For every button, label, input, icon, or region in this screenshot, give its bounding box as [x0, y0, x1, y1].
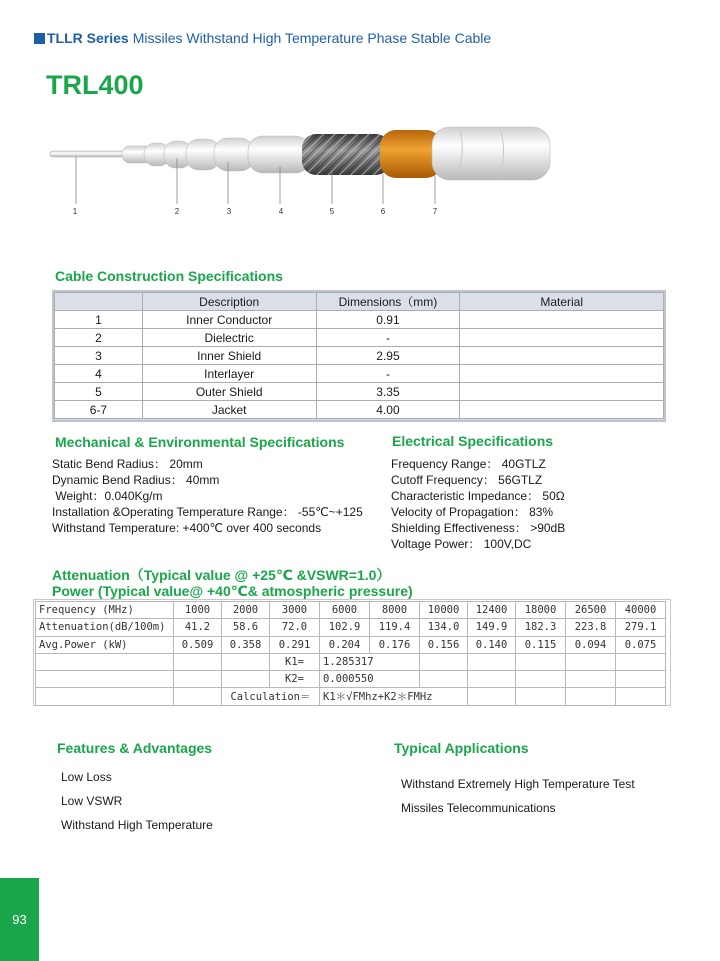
k2-row	[36, 671, 666, 688]
empty-cell	[174, 671, 222, 688]
empty-cell	[222, 671, 270, 688]
table-cell: 0.204	[320, 636, 370, 653]
table-cell: 4	[55, 365, 143, 383]
cable-structure-diagram	[40, 118, 580, 228]
column-header: Dimensions（mm)	[316, 293, 460, 311]
table-cell: 18000	[516, 602, 566, 619]
table-cell: 0.509	[174, 636, 222, 653]
table-cell: 0.176	[370, 636, 420, 653]
k1-value: 1.285317	[320, 653, 420, 670]
applications-list	[401, 772, 635, 820]
column-header: Description	[142, 293, 316, 311]
construction-heading: Cable Construction Specifications	[55, 268, 283, 284]
dielectric-rings	[122, 136, 310, 173]
frequency-row	[36, 602, 666, 619]
table-cell	[460, 347, 664, 365]
electrical-heading: Electrical Specifications	[392, 433, 554, 449]
table-row	[55, 383, 664, 401]
mechanical-list	[52, 456, 363, 536]
mechanical-heading: Mechanical & Environmental Specifications	[55, 434, 345, 450]
table-cell	[460, 401, 664, 419]
empty-cell	[616, 671, 666, 688]
callout-label: 5	[329, 207, 335, 216]
table-cell: 0.140	[468, 636, 516, 653]
row-label: Attenuation(dB/100m)	[36, 619, 174, 636]
empty-cell	[516, 688, 566, 705]
empty-cell	[566, 671, 616, 688]
applications-heading: Typical Applications	[394, 740, 529, 756]
table-cell: 6-7	[55, 401, 143, 419]
table-cell: 41.2	[174, 619, 222, 636]
empty-cell	[516, 671, 566, 688]
list-item: Characteristic Impedance： 50Ω	[391, 489, 565, 503]
table-cell: 12400	[468, 602, 516, 619]
empty-cell	[516, 653, 566, 670]
list-item: Installation &Operating Temperature Range： -55℃~+125	[52, 505, 363, 519]
table-cell: Jacket	[142, 401, 316, 419]
column-header: Material	[460, 293, 664, 311]
table-cell: 134.0	[420, 619, 468, 636]
table-cell: 0.156	[420, 636, 468, 653]
attenuation-table	[35, 601, 666, 706]
product-title: TRL400	[46, 70, 144, 100]
table-cell: 72.0	[270, 619, 320, 636]
k1-label: K1=	[270, 653, 320, 670]
table-cell: 58.6	[222, 619, 270, 636]
empty-cell	[36, 671, 174, 688]
list-item: Withstand High Temperature	[61, 818, 213, 832]
table-row	[55, 329, 664, 347]
table-cell: 0.358	[222, 636, 270, 653]
table-cell	[460, 383, 664, 401]
electrical-list	[391, 456, 565, 552]
table-cell: Dielectric	[142, 329, 316, 347]
table-cell	[460, 365, 664, 383]
callout-label: 3	[226, 207, 232, 216]
table-cell: 40000	[616, 602, 666, 619]
inner-conductor-shape	[50, 151, 130, 157]
k2-value: 0.000550	[320, 671, 420, 688]
table-cell	[460, 329, 664, 347]
row-label: Avg.Power (kW)	[36, 636, 174, 653]
table-cell: Outer Shield	[142, 383, 316, 401]
table-cell: 6000	[320, 602, 370, 619]
list-item: Missiles Telecommunications	[401, 801, 556, 815]
table-cell: 5	[55, 383, 143, 401]
attenuation-row	[36, 619, 666, 636]
table-cell: 8000	[370, 602, 420, 619]
table-row	[55, 347, 664, 365]
table-cell: 1000	[174, 602, 222, 619]
table-cell: 182.3	[516, 619, 566, 636]
features-list	[61, 765, 213, 837]
attenuation-heading: Attenuation（Typical value @ +25℃ &VSWR=1.0）	[52, 567, 391, 583]
table-row	[55, 401, 664, 419]
table-cell	[460, 311, 664, 329]
series-header	[34, 30, 491, 46]
empty-cell	[174, 688, 222, 705]
table-cell: 2.95	[316, 347, 460, 365]
empty-cell	[222, 653, 270, 670]
page-number: 93	[12, 912, 27, 927]
empty-cell	[566, 653, 616, 670]
table-cell: -	[316, 365, 460, 383]
table-cell: 119.4	[370, 619, 420, 636]
row-label: Frequency (MHz)	[36, 602, 174, 619]
table-cell: 26500	[566, 602, 616, 619]
list-item: Withstand Extremely High Temperature Test	[401, 777, 635, 791]
table-cell: 2	[55, 329, 143, 347]
k1-row	[36, 653, 666, 670]
list-item: Low Loss	[61, 770, 112, 784]
table-cell: 0.291	[270, 636, 320, 653]
empty-cell	[468, 688, 516, 705]
table-cell: 3	[55, 347, 143, 365]
series-name: TLLR Series	[47, 30, 129, 46]
empty-cell	[174, 653, 222, 670]
empty-cell	[420, 653, 468, 670]
features-heading: Features & Advantages	[57, 740, 213, 756]
empty-cell	[36, 688, 174, 705]
list-item: Static Bend Radius： 20mm	[52, 457, 203, 471]
table-cell: 0.094	[566, 636, 616, 653]
power-row	[36, 636, 666, 653]
calculation-formula: K1＊√FMhz+K2＊FMHz	[320, 688, 468, 705]
empty-cell	[36, 653, 174, 670]
list-item: Low VSWR	[61, 794, 123, 808]
list-item: Velocity of Propagation： 83%	[391, 505, 554, 519]
table-row	[55, 311, 664, 329]
table-cell: 0.115	[516, 636, 566, 653]
callout-label: 6	[380, 207, 386, 216]
series-subtitle: Missiles Withstand High Temperature Phase Stable Cable	[132, 30, 492, 46]
page-number-tab	[0, 878, 39, 961]
list-item: Cutoff Frequency： 56GTLZ	[391, 473, 543, 487]
empty-cell	[566, 688, 616, 705]
list-item: Voltage Power： 100V,DC	[391, 537, 532, 551]
table-cell: Inner Shield	[142, 347, 316, 365]
table-row	[55, 365, 664, 383]
table-header-row	[55, 293, 664, 311]
callout-label: 1	[72, 207, 78, 216]
empty-cell	[616, 688, 666, 705]
k2-label: K2=	[270, 671, 320, 688]
braid-shield-shape	[302, 134, 390, 175]
list-item: Weight：0.040Kg/m	[52, 489, 163, 503]
table-cell: 223.8	[566, 619, 616, 636]
list-item: Dynamic Bend Radius： 40mm	[52, 473, 220, 487]
table-cell: 3000	[270, 602, 320, 619]
callout-label: 4	[278, 207, 284, 216]
list-item: Withstand Temperature: +400℃ over 400 seconds	[52, 521, 322, 535]
table-cell: 0.91	[316, 311, 460, 329]
column-header	[55, 293, 143, 311]
construction-table	[54, 292, 664, 419]
list-item: Shielding Effectiveness： >90dB	[391, 521, 566, 535]
square-bullet-icon	[34, 33, 45, 44]
table-cell: -	[316, 329, 460, 347]
empty-cell	[468, 671, 516, 688]
callout-label: 2	[174, 207, 180, 216]
table-cell: 149.9	[468, 619, 516, 636]
empty-cell	[616, 653, 666, 670]
empty-cell	[468, 653, 516, 670]
table-cell: Interlayer	[142, 365, 316, 383]
calculation-label: Calculation＝	[222, 688, 320, 705]
table-cell: 10000	[420, 602, 468, 619]
list-item: Frequency Range： 40GTLZ	[391, 457, 546, 471]
table-cell: 279.1	[616, 619, 666, 636]
calculation-row	[36, 688, 666, 705]
table-cell: 3.35	[316, 383, 460, 401]
empty-cell	[420, 671, 468, 688]
table-cell: 4.00	[316, 401, 460, 419]
callout-label: 7	[432, 207, 438, 216]
jacket-shape	[432, 127, 550, 180]
table-cell: Inner Conductor	[142, 311, 316, 329]
table-cell: 0.075	[616, 636, 666, 653]
table-cell: 2000	[222, 602, 270, 619]
table-cell: 1	[55, 311, 143, 329]
power-heading: Power (Typical value@ +40℃& atmospheric pressure)	[52, 583, 413, 599]
table-cell: 102.9	[320, 619, 370, 636]
